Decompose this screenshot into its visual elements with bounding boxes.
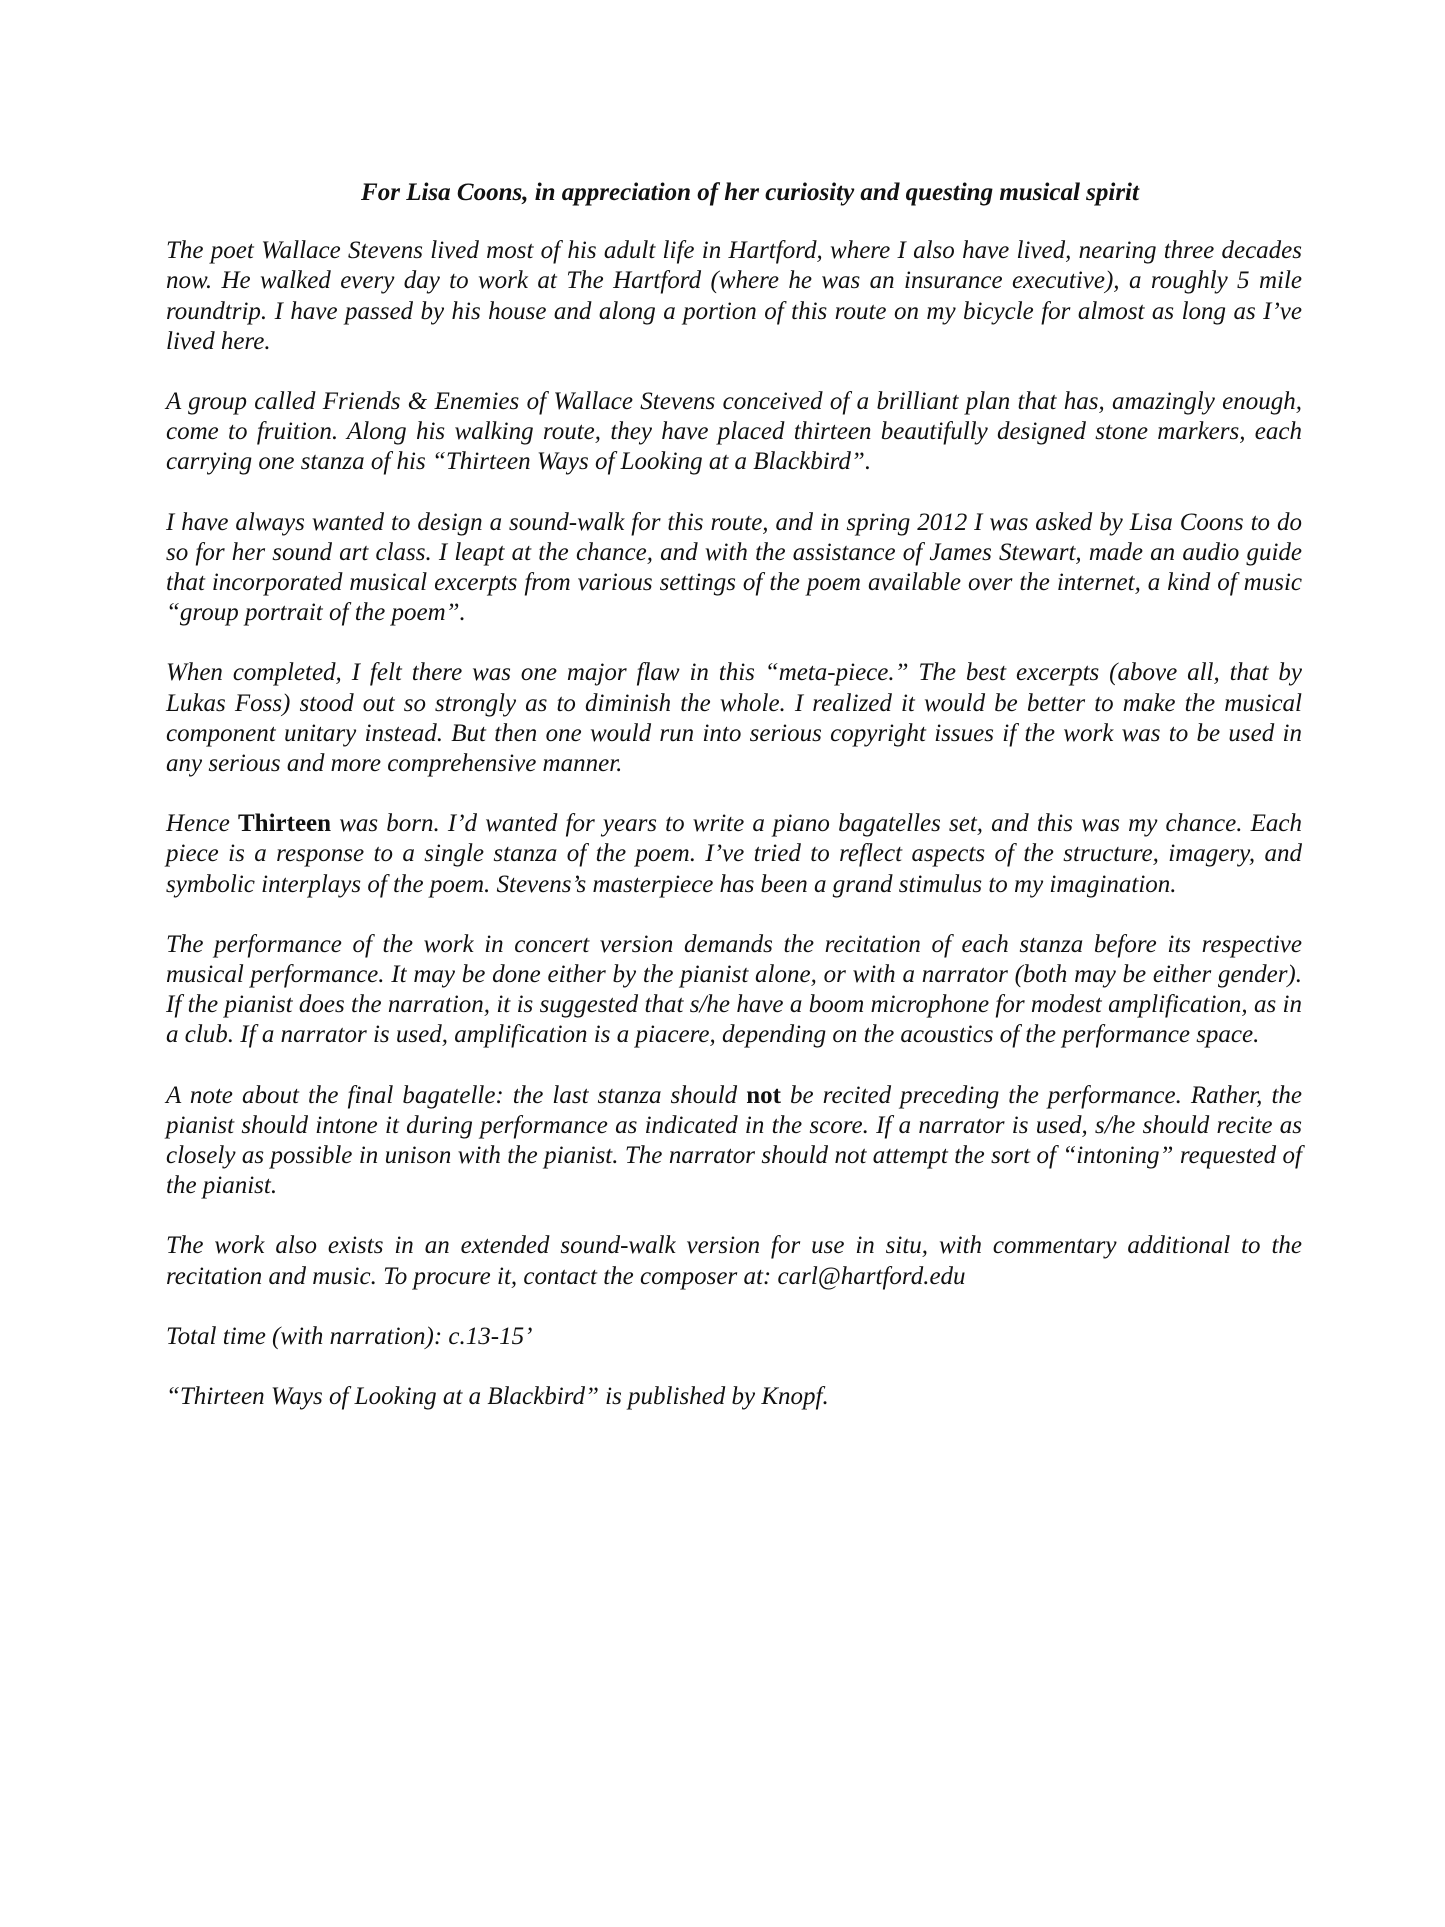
paragraph-performance: The performance of the work in concert version demands the recitation of each stanza before its respective musical performance. It may be done either by the pianist alone, or with a narrator (both may be either gender). If the pianist does the narration, it is suggested that s/he have a boom microphone for modest amplification, as in a club. If a narrator is used, amplification is a piacere, depending on the acoustics of the performance space. <box>166 930 1302 1049</box>
paragraph-friends-enemies: A group called Friends & Enemies of Wallace Stevens conceived of a brilliant plan that has, amazingly enough, come to fruition. Along his walking route, they have placed thirteen beautifully designed stone markers, each carrying one stanza of his “Thirteen Ways of Looking at a Blackbird”. <box>166 388 1302 476</box>
paragraph-extended-version: The work also exists in an extended sound-walk version for use in situ, with commentary additional to the recitation and music. To procure it, contact the composer at: carl@hartford.edu <box>166 1232 1302 1290</box>
paragraph-final-bagatelle <box>166 1081 1302 1202</box>
paragraph-meta-piece: When completed, I felt there was one major flaw in this “meta-piece.” The best excerpts (above all, that by Lukas Foss) stood out so strongly as to diminish the whole. I realized it would be better to make the musical component unitary instead. But then one would run into serious copyright issues if the work was to be used in any serious and more comprehensive manner. <box>166 659 1302 778</box>
text-span: A note about the final bagatelle: the last stanza should <box>166 1081 747 1109</box>
text-span: Hence <box>166 810 238 838</box>
publisher-note: “Thirteen Ways of Looking at a Blackbird” is published by Knopf. <box>166 1383 829 1411</box>
document-page <box>166 178 1302 1442</box>
total-time: Total time (with narration): c.13-15’ <box>166 1322 533 1350</box>
paragraph-thirteen-born <box>166 809 1302 900</box>
dedication-heading: For Lisa Coons, in appreciation of her curiosity and questing musical spirit <box>361 179 1139 206</box>
emphasis-not: not <box>746 1081 781 1109</box>
text-span: be recited preceding the performance. Rather, the pianist should intone it during performance as indicated in the score. If a narrator is used, s/he should recite as closely as possible in unison with the pianist. The narrator should not attempt the sort of “intoning” requested of the pianist. <box>166 1081 1302 1200</box>
work-title: Thirteen <box>238 810 332 838</box>
paragraph-sound-walk: I have always wanted to design a sound-walk for this route, and in spring 2012 I was asked by Lisa Coons to do so for her sound art class. I leapt at the chance, and with the assistance of James Stewart, made an audio guide that incorporated musical excerpts from various settings of the poem available over the internet, a kind of music “group portrait of the poem”. <box>166 508 1302 627</box>
text-span: was born. I’d wanted for years to write a piano bagatelles set, and this was my chance. Each piece is a response to a single stanza of the poem. I’ve tried to reflect aspects of the structure, imagery, and symbolic interplays of the poem. Stevens’s masterpiece has been a grand stimulus to my imagination. <box>166 810 1303 898</box>
paragraph-hartford: The poet Wallace Stevens lived most of his adult life in Hartford, where I also have lived, nearing three decades now. He walked every day to work at The Hartford (where he was an insurance executive), a roughly 5 mile roundtrip. I have passed by his house and along a portion of this route on my bicycle for almost as long as I’ve lived here. <box>166 237 1302 355</box>
